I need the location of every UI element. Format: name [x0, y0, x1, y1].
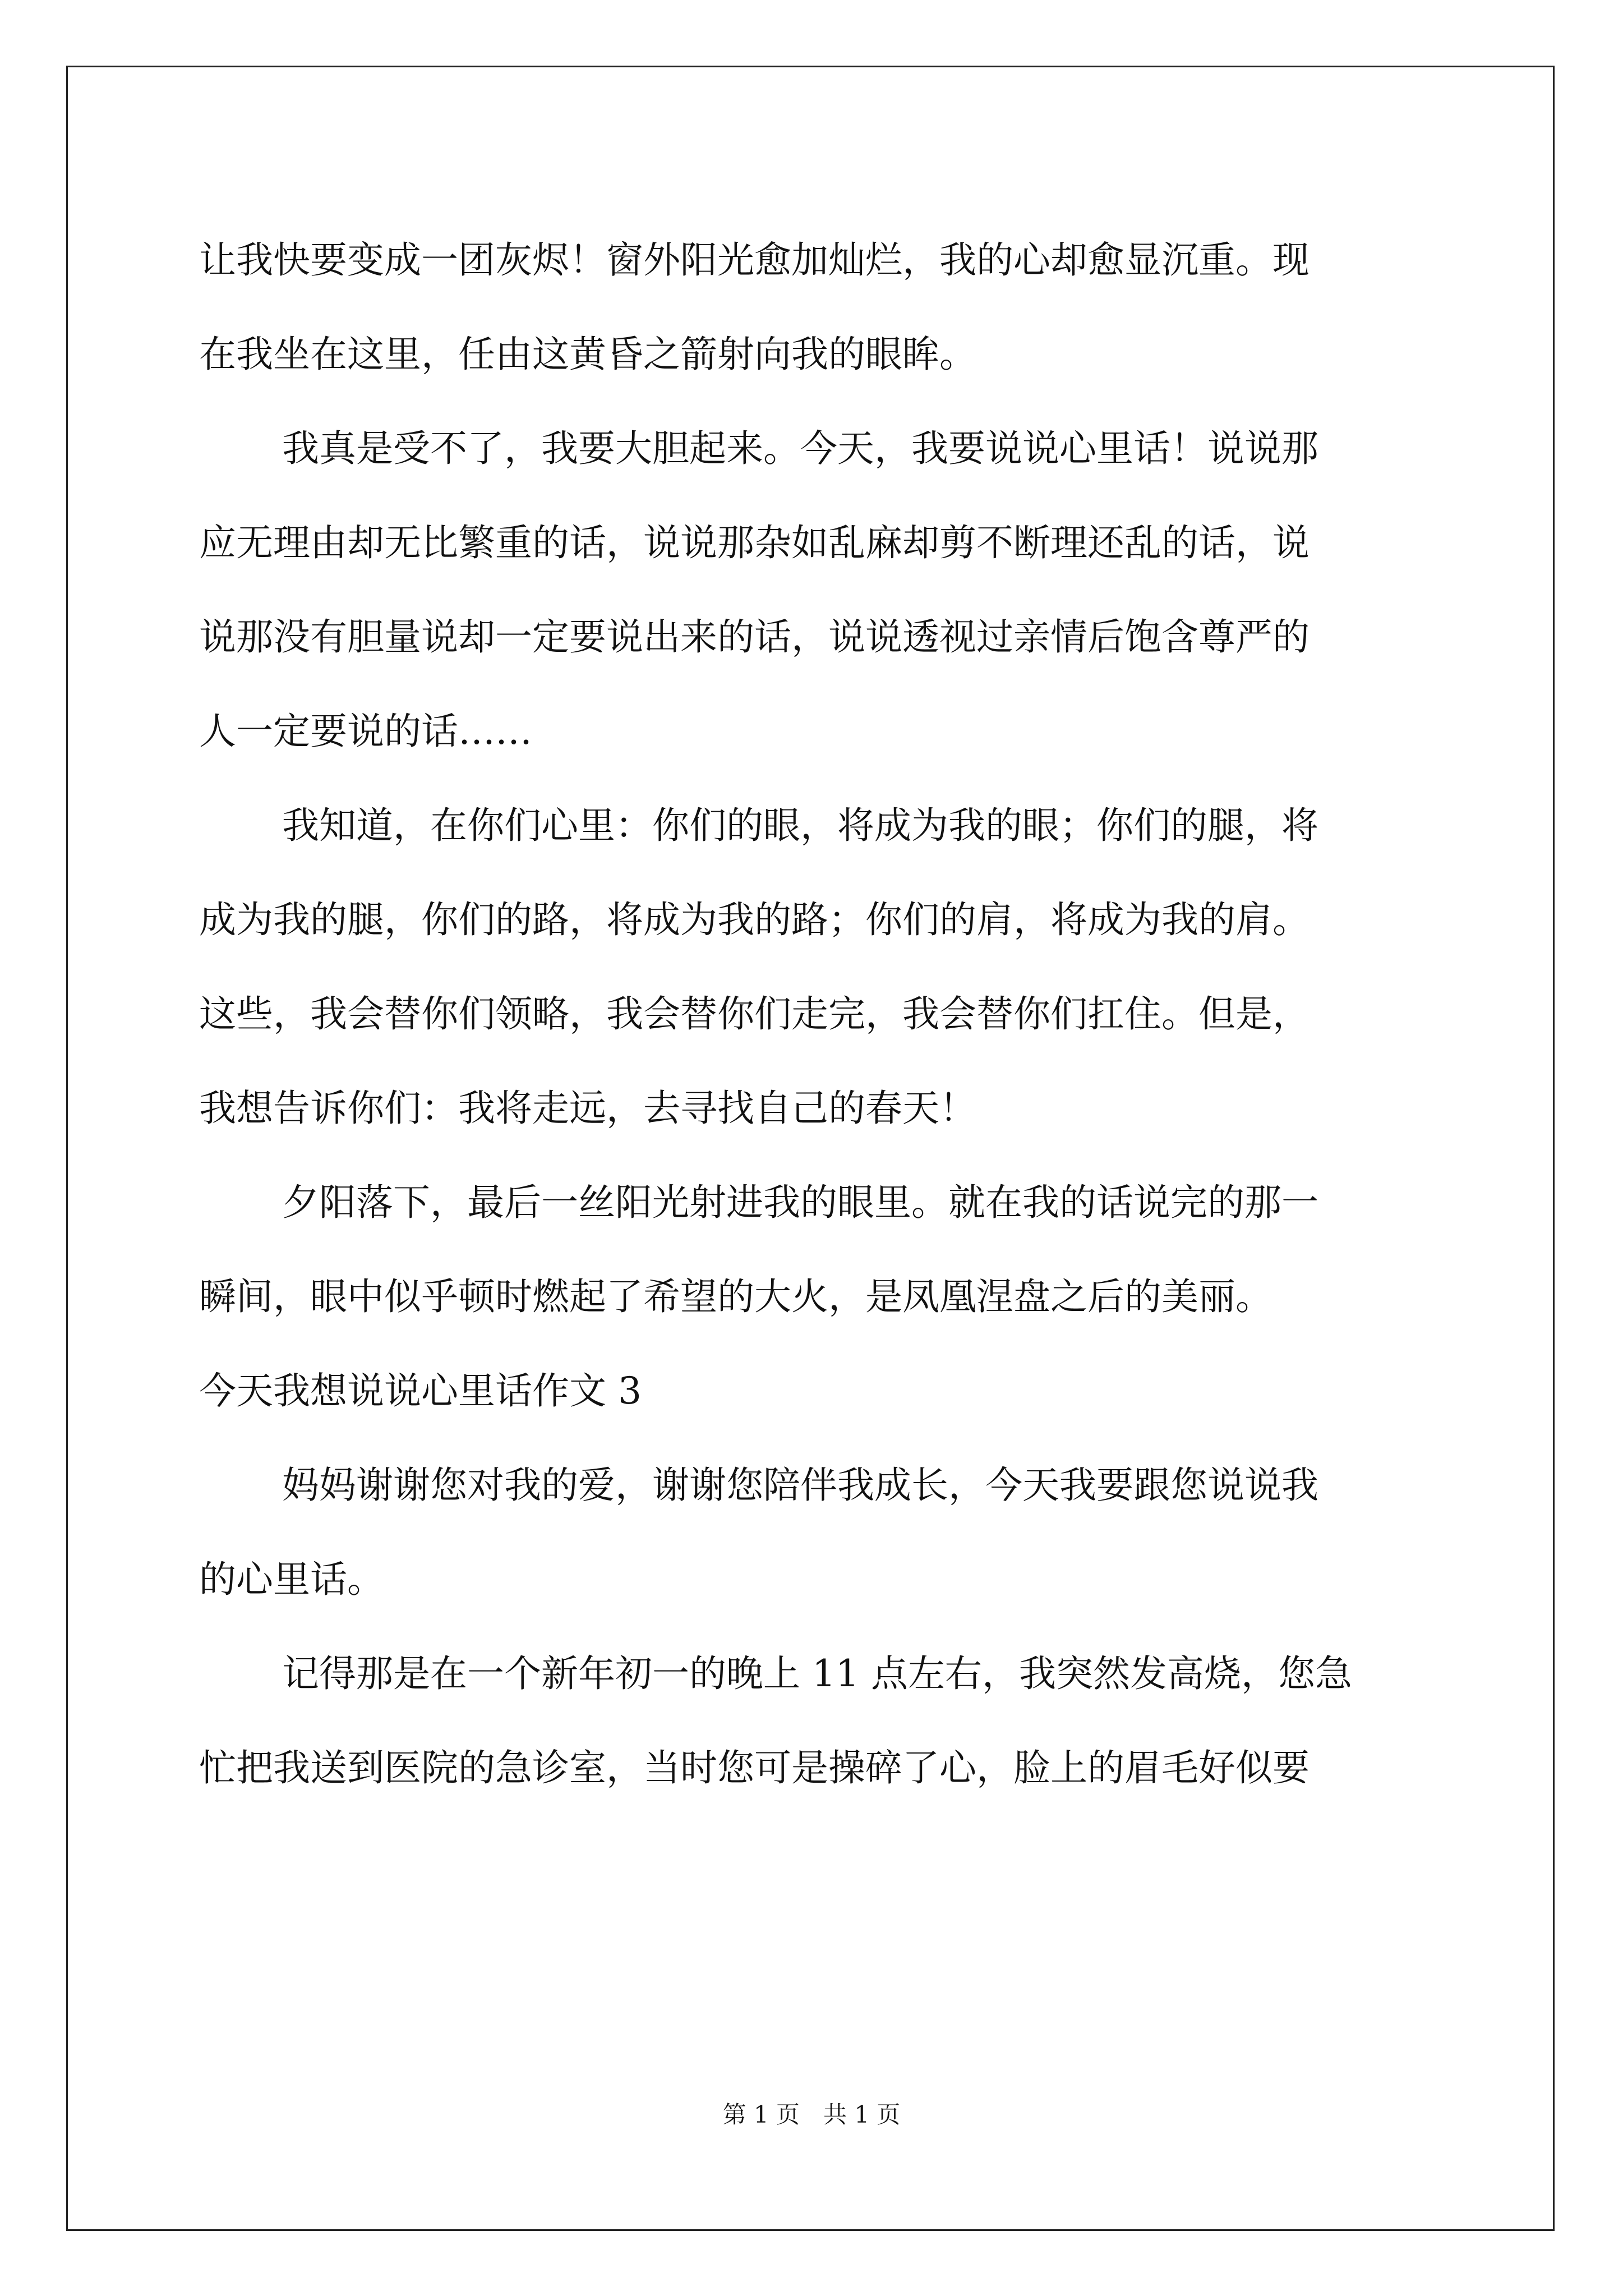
paragraph-start-line: 我真是受不了，我要大胆起来。今天，我要说说心里话！说说那: [282, 427, 1318, 470]
text-line: 我想告诉你们：我将走远，去寻找自己的春天！: [199, 1087, 976, 1130]
page-number-label: 第 1 页 共 1 页: [722, 2101, 901, 2128]
page-footer: [0, 2098, 1623, 2132]
text-line: 的心里话。: [199, 1558, 384, 1601]
text-line: 应无理由却无比繁重的话，说说那杂如乱麻却剪不断理还乱的话，说: [199, 521, 1310, 564]
section-heading: 今天我想说说心里话作文 3: [199, 1369, 642, 1412]
paragraph-start-line: 我知道，在你们心里：你们的眼，将成为我的眼；你们的腿，将: [282, 804, 1318, 847]
text-line: 成为我的腿，你们的路，将成为我的路；你们的肩，将成为我的肩。: [199, 898, 1310, 941]
text-line: 这些，我会替你们领略，我会替你们走完，我会替你们扛住。但是，: [199, 992, 1310, 1036]
text-line: 人一定要说的话……: [199, 710, 532, 753]
paragraph-start-line: 妈妈谢谢您对我的爱，谢谢您陪伴我成长，今天我要跟您说说我: [282, 1464, 1318, 1507]
paragraph-start-line: 夕阳落下，最后一丝阳光射进我的眼里。就在我的话说完的那一: [282, 1181, 1318, 1224]
text-line: 让我快要变成一团灰烬！窗外阳光愈加灿烂，我的心却愈显沉重。现: [199, 238, 1310, 282]
text-line: 忙把我送到医院的急诊室，当时您可是操碎了心，脸上的眉毛好似要: [199, 1746, 1310, 1789]
text-line: 在我坐在这里，任由这黄昏之箭射向我的眼眸。: [199, 333, 976, 376]
document-body: [199, 213, 1422, 1815]
paragraph-start-line: 记得那是在一个新年初一的晚上 11 点左右，我突然发高烧，您急: [282, 1652, 1352, 1695]
text-line: 瞬间，眼中似乎顿时燃起了希望的大火，是凤凰涅盘之后的美丽。: [199, 1275, 1272, 1318]
text-line: 说那没有胆量说却一定要说出来的话，说说透视过亲情后饱含尊严的: [199, 615, 1310, 659]
